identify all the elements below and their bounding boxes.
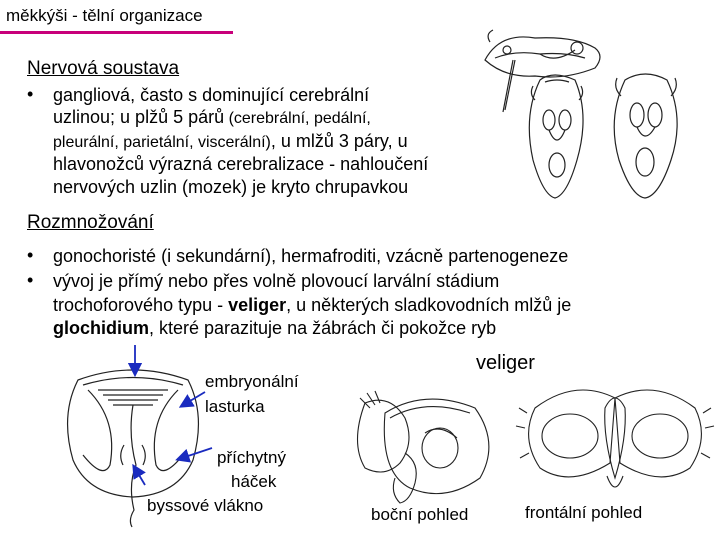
- text-run: , u některých sladkovodních mlžů je: [286, 295, 572, 315]
- nervous-line-4: hlavonožců výrazná cerebralizace - nahloučení: [53, 154, 429, 174]
- label-side-view: boční pohled: [371, 505, 469, 524]
- reproduction-bullet-1: gonochoristé (i sekundární), hermafroditi, vzácně partenogeneze: [53, 246, 569, 266]
- bullet-marker: •: [27, 84, 34, 104]
- nervous-line-2: [53, 106, 371, 130]
- label-hook-2: háček: [231, 472, 277, 491]
- annotation-arrows: [120, 340, 230, 510]
- label-frontal-view: frontální pohled: [525, 503, 643, 522]
- nervous-line-1: gangliová, často s dominující cerebrální: [53, 85, 370, 105]
- text-run: , které parazituje na žábrách či pokožce ryb: [149, 318, 497, 338]
- nervous-line-3b: , u mlžů 3 páry, u: [270, 131, 408, 151]
- page-title: měkkýši - tělní organizace: [6, 6, 203, 25]
- nervous-line-2a: uzlinou; u plžů 5 párů: [53, 107, 225, 127]
- nervous-line-3: [53, 130, 408, 154]
- reproduction-bullet-2-line-3: [53, 317, 496, 339]
- label-byssus: byssové vlákno: [147, 496, 264, 515]
- reproduction-bullet-2-line-2: [53, 294, 571, 316]
- veliger-frontal-view-illustration: [515, 368, 715, 503]
- nervous-line-2b: (cerebrální, pedální,: [224, 110, 371, 127]
- label-embryonic-shell-2: lasturka: [205, 397, 265, 416]
- veliger-side-view-illustration: [345, 383, 505, 508]
- term-glochidium: glochidium: [53, 318, 149, 338]
- term-veliger: veliger: [228, 295, 287, 315]
- bullet-marker: •: [27, 270, 34, 290]
- label-veliger: veliger: [476, 352, 535, 374]
- snail-nervous-system-illustration: [445, 20, 715, 205]
- nervous-line-5: nervových uzlin (mozek) je kryto chrupavkou: [53, 177, 409, 197]
- bullet-marker: •: [27, 245, 34, 265]
- section-heading-reproduction: Rozmnožování: [27, 212, 154, 233]
- section-heading-nervous: Nervová soustava: [27, 58, 180, 79]
- label-hook-1: příchytný: [217, 448, 286, 467]
- title-underline: [0, 31, 233, 34]
- label-embryonic-shell-1: embryonální: [205, 372, 299, 391]
- text-run: trochoforového typu -: [53, 295, 229, 315]
- nervous-line-3a: pleurální, parietální, viscerální): [53, 134, 271, 151]
- reproduction-bullet-2-line-1: vývoj je přímý nebo přes volně plovoucí larvální stádium: [53, 271, 500, 291]
